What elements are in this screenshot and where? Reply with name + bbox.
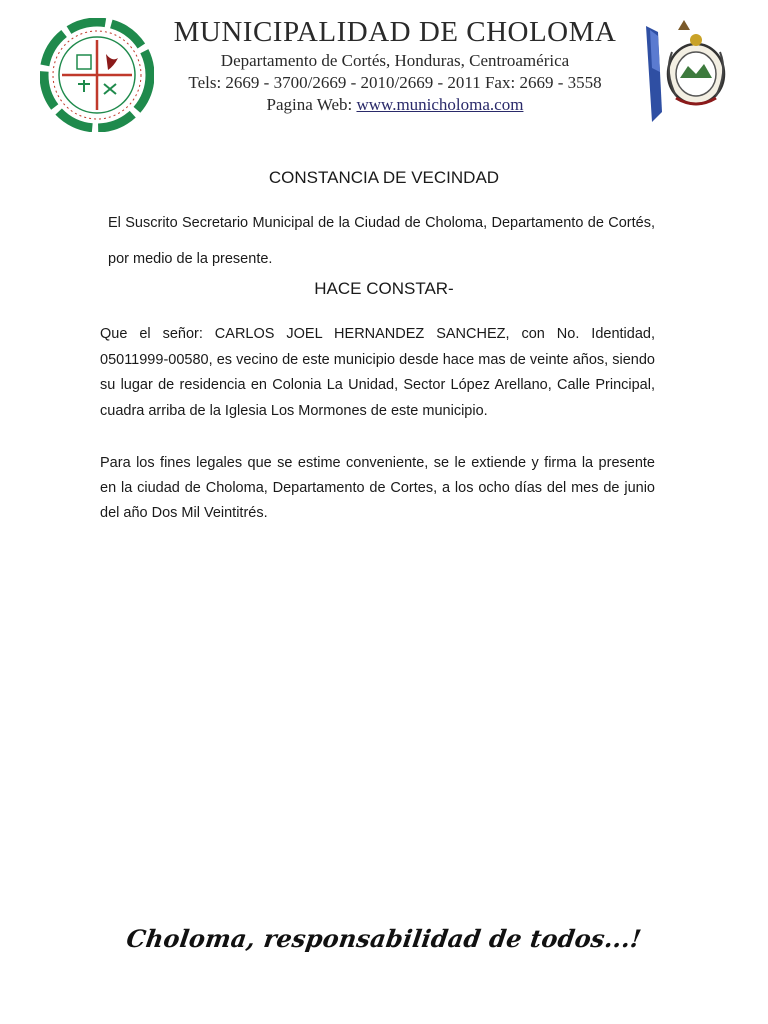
body-paragraph: Que el señor: CARLOS JOEL HERNANDEZ SANCHEZ, con No. Identidad, 05011999-00580, es vecino de este municipio desde hace mas de veinte años, siendo su lugar de residencia en Colonia La Unidad, Sector López Arellano, Calle Principal, cuadra arriba de la Iglesia Los Mormones de este municipio. <box>100 326 655 419</box>
web-line <box>160 94 630 116</box>
organization-name: MUNICIPALIDAD DE CHOLOMA <box>173 16 617 48</box>
phone-line: Tels: 2669 - 3700/2669 - 2010/2669 - 2011 Fax: 2669 - 3558 <box>188 73 602 92</box>
department-line: Departamento de Cortés, Honduras, Centroamérica <box>220 51 570 70</box>
website-link[interactable]: www.municholoma.com <box>356 95 524 114</box>
section-title: HACE CONSTAR- <box>314 279 454 298</box>
municipal-seal-icon <box>40 18 154 132</box>
closing-paragraph: Para los fines legales que se estime conveniente, se le extiende y firma la presente en la ciudad de Choloma, Departamento de Cortes, a los ocho días del mes de junio del año Dos Mil Veintitrés. <box>100 455 655 521</box>
coat-of-arms-icon <box>636 12 732 128</box>
letterhead-text <box>160 14 630 116</box>
document-title: CONSTANCIA DE VECINDAD <box>268 168 500 187</box>
letterhead <box>0 0 768 140</box>
intro-paragraph: El Suscrito Secretario Municipal de la Ciudad de Choloma, Departamento de Cortés, por medio de la presente. <box>108 215 655 267</box>
footer-slogan: Choloma, responsabilidad de todos...! <box>124 924 644 953</box>
web-label: Pagina Web: <box>266 95 353 114</box>
